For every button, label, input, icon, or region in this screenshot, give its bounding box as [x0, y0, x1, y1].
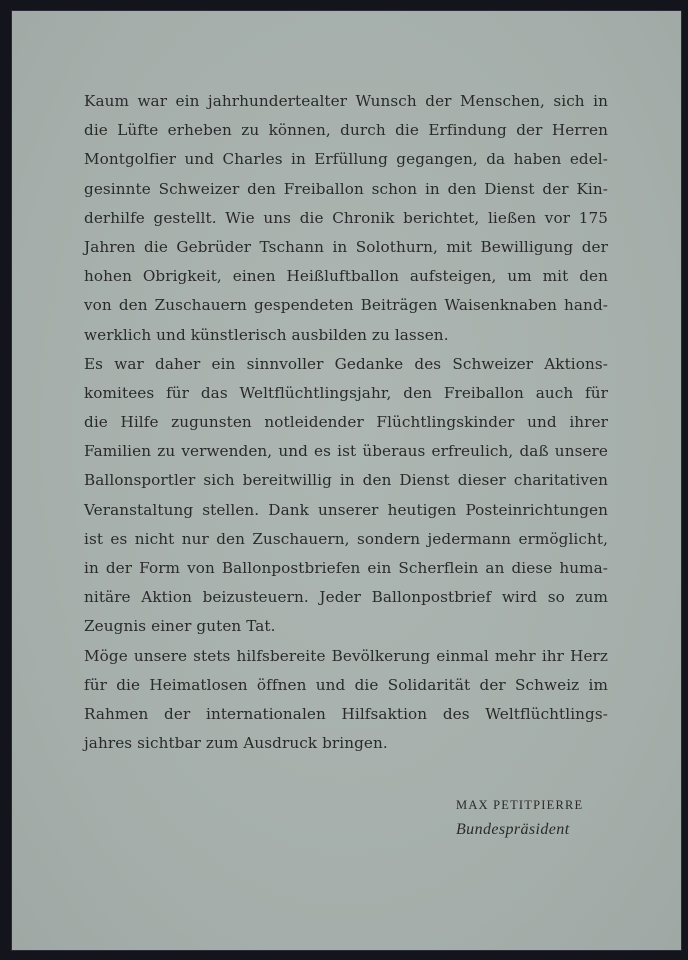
text-line: Ballonsportler sich bereitwillig in den Dienst dieser charitativen [84, 471, 608, 490]
text-line: komitees für das Weltflüchtlingsjahr, den Freiballon auch für [84, 383, 608, 402]
paragraph-1 [84, 87, 608, 350]
text-line: die Lüfte erheben zu können, durch die Erfindung der Herren [84, 121, 608, 140]
text-line: Montgolfier und Charles in Erfüllung gegangen, da haben edel- [84, 150, 608, 169]
signatory-title: Bundespräsident [456, 821, 570, 838]
text-line: ist es nicht nur den Zuschauern, sondern jedermann ermöglicht, [84, 529, 608, 548]
text-line: jahres sichtbar zum Ausdruck bringen. [84, 734, 388, 753]
letter-body [84, 87, 608, 758]
text-line: Rahmen der internationalen Hilfsaktion des Weltflüchtlings- [84, 704, 608, 723]
text-line: in der Form von Ballonpostbriefen ein Scherflein an diese huma- [84, 559, 608, 577]
text-line: hohen Obrigkeit, einen Heißluftballon aufsteigen, um mit den [84, 267, 608, 286]
text-line: die Hilfe zugunsten notleidender Flüchtlingskinder und ihrer [84, 413, 608, 432]
paragraph-3 [84, 642, 608, 759]
text-line: Familien zu verwenden, und es ist überaus erfreulich, daß unsere [84, 442, 608, 461]
text-line: von den Zuschauern gespendeten Beiträgen Waisenknaben hand- [84, 296, 608, 315]
signatory-name: MAX PETITPIERRE [456, 798, 584, 812]
text-line: derhilfe gestellt. Wie uns die Chronik berichtet, ließen vor 175 [84, 208, 608, 227]
text-line: Möge unsere stets hilfsbereite Bevölkerung einmal mehr ihr Herz [84, 646, 608, 665]
text-line: Veranstaltung stellen. Dank unserer heutigen Posteinrichtungen [84, 500, 608, 519]
text-line: werklich und künstlerisch ausbilden zu lassen. [84, 325, 449, 344]
text-line: für die Heimatlosen öffnen und die Solidarität der Schweiz im [84, 675, 608, 694]
text-line: gesinnte Schweizer den Freiballon schon in den Dienst der Kin- [84, 179, 608, 198]
text-line: Es war daher ein sinnvoller Gedanke des Schweizer Aktions- [84, 354, 608, 373]
document-page [12, 11, 681, 950]
text-line: Jahren die Gebrüder Tschann in Solothurn, mit Bewilligung der [84, 237, 608, 256]
signature-block [456, 792, 583, 842]
text-line: Kaum war ein jahrhundertealter Wunsch der Menschen, sich in [84, 92, 608, 110]
text-line: Zeugnis einer guten Tat. [84, 617, 276, 636]
text-line: nitäre Aktion beizusteuern. Jeder Ballonpostbrief wird so zum [84, 588, 608, 607]
paragraph-2 [84, 350, 608, 642]
